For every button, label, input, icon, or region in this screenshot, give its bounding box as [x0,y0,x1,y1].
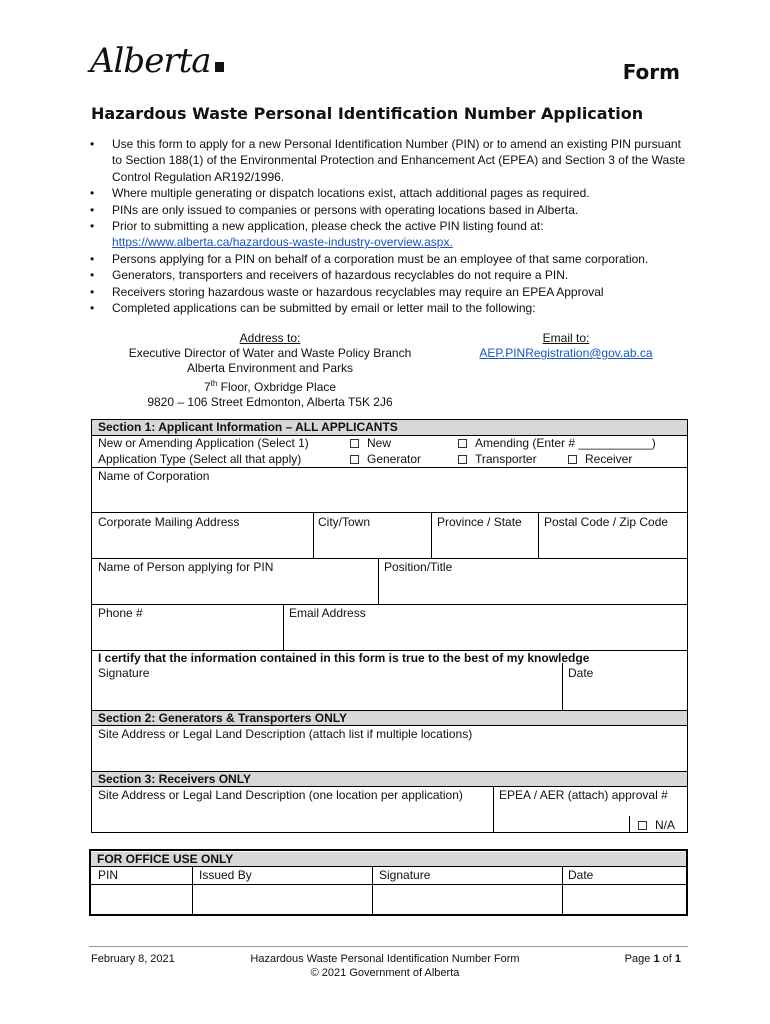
checkbox-icon[interactable] [638,821,647,830]
province-field[interactable]: Province / State [437,515,522,529]
bullet-icon: • [90,301,95,316]
footer-form-name: Hazardous Waste Personal Identification Number Form © 2021 Government of Alberta [250,953,520,979]
office-date-field[interactable]: Date [568,868,594,882]
page-title: Hazardous Waste Personal Identification Number Application [91,104,644,123]
city-field[interactable]: City/Town [318,515,371,529]
list-item: • Persons applying for a PIN on behalf of a corporation must be an employee of that same corporation. [90,251,649,266]
email-field[interactable]: Email Address [289,606,366,620]
certification-statement: I certify that the information contained in this form is true to the best of my knowledge [98,651,590,665]
phone-field[interactable]: Phone # [98,606,143,620]
mailing-address-field[interactable]: Corporate Mailing Address [98,515,240,529]
office-signature-field[interactable]: Signature [379,868,431,882]
email-link[interactable]: AEP.PINRegistration@gov.ab.ca [479,346,653,360]
section1-heading: Section 1: Applicant Information – ALL APPLICANTS [92,420,687,435]
date-field[interactable]: Date [568,666,594,680]
bullet-icon: • [90,186,95,201]
email-heading: Email to: [542,331,590,345]
footer-page-number: Page 1 of 1 [624,953,681,965]
office-pin-field[interactable]: PIN [98,868,119,882]
checkbox-icon[interactable] [458,439,467,448]
list-item: • Use this form to apply for a new Personal Identification Number (PIN) or to amend an existing PIN pursuant to Section 188(1) of the Environmental Protection and Enhancement Act (EPEA) and Section 3 of the Waste Control Regulation AR192/1996. [90,137,686,184]
transporter-option[interactable]: Transporter [458,452,537,466]
na-option[interactable]: N/A [638,818,675,832]
alberta-logo: Alberta [90,44,224,78]
position-field[interactable]: Position/Title [384,560,453,574]
list-item: • Generators, transporters and receivers of hazardous recyclables do not require a PIN. [90,268,569,283]
new-option[interactable]: New [350,436,391,450]
amending-option[interactable]: Amending (Enter # ___________) [458,436,656,450]
list-item: • PINs are only issued to companies or persons with operating locations based in Alberta. [90,202,579,217]
address-line: Executive Director of Water and Waste Policy Branch [128,346,412,360]
receiver-option[interactable]: Receiver [568,452,632,466]
address-line: Alberta Environment and Parks [186,361,354,375]
bullet-icon: • [90,137,95,151]
list-item: • Completed applications can be submitted by email or letter mail to the following: [90,301,536,316]
section3-heading: Section 3: Receivers ONLY [92,772,687,786]
section2-site-field[interactable]: Site Address or Legal Land Description (attach list if multiple locations) [98,727,473,741]
app-type-label: Application Type (Select all that apply) [98,452,302,466]
email-block [466,331,666,361]
form-label: Form [622,60,680,84]
office-use-heading: FOR OFFICE USE ONLY [91,852,686,866]
instructions-list [90,136,690,316]
checkbox-icon[interactable] [350,455,359,464]
bullet-icon: • [90,219,95,234]
bullet-icon: • [90,202,95,217]
applicant-name-field[interactable]: Name of Person applying for PIN [98,560,274,574]
list-item: • Prior to submitting a new application, please check the active PIN listing found at: https://www.alberta.ca/hazardous-waste-industry-overview.aspx. [90,219,544,250]
approval-number-field[interactable]: EPEA / AER (attach) approval # [499,788,668,802]
list-item: • Receivers storing hazardous waste or hazardous recyclables may require an EPEA Approval [90,284,604,299]
bullet-icon: • [90,268,95,283]
checkbox-icon[interactable] [350,439,359,448]
pin-listing-link[interactable]: https://www.alberta.ca/hazardous-waste-industry-overview.aspx. [112,235,453,250]
office-issued-by-field[interactable]: Issued By [199,868,252,882]
address-line: 7th Floor, Oxbridge Place [203,379,337,394]
signature-field[interactable]: Signature [98,666,150,680]
address-heading: Address to: [239,331,301,345]
bullet-icon: • [90,251,95,266]
mailing-address-block [100,331,440,410]
section2-heading: Section 2: Generators & Transporters ONLY [92,711,687,725]
alberta-logo-mark-icon [215,62,224,72]
section3-site-field[interactable]: Site Address or Legal Land Description (one location per application) [98,788,463,802]
generator-option[interactable]: Generator [350,452,421,466]
checkbox-icon[interactable] [568,455,577,464]
address-line: 9820 – 106 Street Edmonton, Alberta T5K 2J6 [147,395,393,409]
footer-date: February 8, 2021 [91,953,175,965]
list-item: • Where multiple generating or dispatch locations exist, attach additional pages as required. [90,186,590,201]
new-amend-label: New or Amending Application (Select 1) [98,436,309,450]
checkbox-icon[interactable] [458,455,467,464]
postal-code-field[interactable]: Postal Code / Zip Code [544,515,669,529]
bullet-icon: • [90,284,95,299]
corporation-name-field[interactable]: Name of Corporation [98,469,210,483]
